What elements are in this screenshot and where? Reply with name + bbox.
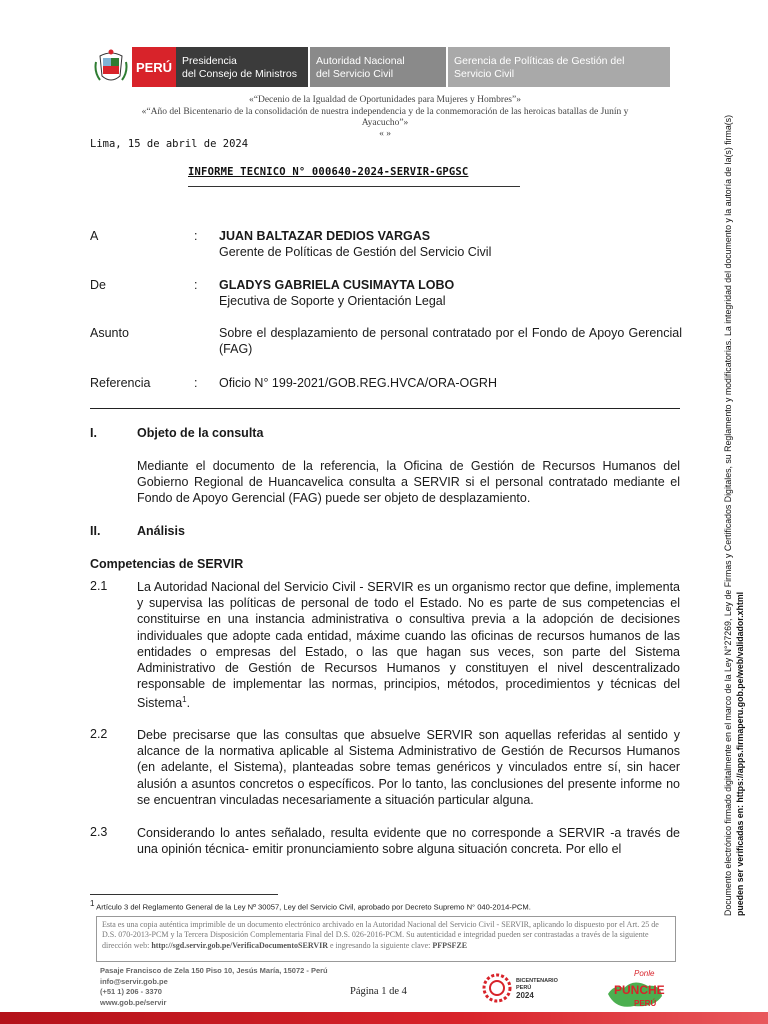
ponle-punche-logo (604, 964, 666, 1012)
section-1-body: Mediante el documento de la referencia, la Oficina de Gestión de Recursos Humanos del Gobierno Regional de Huancavelica consulta a SERVIR si el personal contratado mediante el Fondo de Apoyo Gerencial (FAG) puede ser objeto de desplazamiento. (137, 459, 680, 506)
year-motto-line: «“Año del Bicentenario de la consolidación de nuestra independencia y de la conmemoración de las heroicas batallas de Junín y (141, 107, 629, 117)
digital-signature-note: Documento electrónico firmado digitalmente en el marco de la Ley N°27269, Ley de Firmas y Certificados Digitales, su Reglamento y modificatorias. La integridad del documento y la autoría de la(s) firma(s) pueden ser verificadas en: https://apps.firmaperu.gob.pe/web/validador.xhtml (723, 115, 745, 916)
decenio-line: «“Decenio de la Igualdad de Oportunidades para Mujeres y Hombres”» (249, 95, 521, 105)
institution-servir: Autoridad Nacional del Servicio Civil (310, 47, 446, 87)
bicentenario-icon (482, 973, 512, 1003)
document-date: Lima, 15 de abril de 2024 (90, 138, 249, 150)
recipient-role: Gerente de Políticas de Gestión del Servicio Civil (219, 245, 492, 259)
section-title: Análisis (137, 524, 185, 538)
sender-name: GLADYS GABRIELA CUSIMAYTA LOBO (219, 278, 455, 292)
svg-text:Ponle: Ponle (634, 969, 655, 978)
verification-link[interactable]: http://sgd.servir.gob.pe/VerificaDocumentoSERVIR (151, 940, 328, 950)
footnote-ref: 1 (182, 695, 187, 705)
subsection-title: Competencias de SERVIR (90, 557, 244, 571)
svg-text:PERÚ: PERÚ (634, 999, 657, 1008)
sender-role: Ejecutiva de Soporte y Orientación Legal (219, 294, 446, 308)
field-colon: : (194, 376, 198, 390)
document-title: INFORME TECNICO N° 000640-2024-SERVIR-GPGSC (188, 166, 469, 178)
page-number: Página 1 de 4 (350, 986, 407, 997)
field-label: Asunto (90, 326, 129, 340)
paragraph-2-2: Debe precisarse que las consultas que absuelve SERVIR son aquellas referidas al sentido y alcance de la normativa aplicable al Sistema Administrativo de Gestión de Recursos Humanos (en adelante, el Sistema), planteadas sobre temas genéricos y vinculados entre sí, sin hacer alusión a asuntos concretos o específicos. Por lo tanto, las conclusiones del presente informe no se encuentran vinculadas necesariamente a situación particular alguna. (137, 728, 680, 807)
field-label: De (90, 278, 106, 292)
paragraph-number: 2.1 (90, 579, 108, 593)
title-rule (188, 186, 520, 187)
footnote: $^1$ Artículo 3 del Reglamento General de la Ley Nº 30057, Ley del Servicio Civil, aprobado por Decreto Supremo N° 040-2014-PCM. (90, 899, 531, 912)
validator-link[interactable]: https://apps.firmaperu.gob.pe/web/validador.xhtml (734, 591, 745, 803)
institution-header (92, 47, 670, 87)
field-colon: : (194, 278, 198, 292)
field-colon: : (194, 229, 198, 243)
year-motto-line-2: Ayacucho”» (361, 118, 409, 128)
section-number: II. (90, 524, 101, 538)
paragraph-2-3: Considerando lo antes señalado, resulta evidente que no corresponde a SERVIR -a través de una opinión técnica- emitir pronunciamiento sobre alguna situación concreta. Por ello el (137, 826, 680, 857)
empty-motto-line: « » (379, 129, 391, 139)
verification-key: PFPSFZE (432, 940, 468, 950)
authenticity-box: Esta es una copia auténtica imprimible de un documento electrónico archivado en la Autoridad Nacional del Servicio Civil - SERVIR, aplicando lo dispuesto por el Art. 25 de D.S. 070-2013-PCM y la Tercera Disposición Complementaria Final del D.S. 026-2016-PCM. Su autenticidad e integridad pueden ser contrastadas a través de la siguiente dirección web: http://sgd.servir.gob.pe/VerificaDocumentoSERVIR e ingresando la siguiente clave: PFPSFZE (96, 916, 676, 962)
section-number: I. (90, 426, 97, 440)
footnote-rule (90, 894, 278, 895)
reference-text: Oficio N° 199-2021/GOB.REG.HVCA/ORA-OGRH (219, 376, 497, 390)
paragraph-number: 2.2 (90, 727, 108, 741)
field-label: A (90, 229, 99, 243)
footer-red-bar (0, 1012, 768, 1024)
svg-text:PUNCHE: PUNCHE (614, 983, 665, 997)
bicentenario-logo: BICENTENARIO PERÚ 2024 (482, 970, 568, 1006)
contact-address: Pasaje Francisco de Zela 150 Piso 10, Jesús María, 15072 - Perú info@servir.gob.pe (+51 1) 206 - 3370 www.gob.pe/servir (100, 966, 328, 1007)
section-title: Objeto de la consulta (137, 426, 264, 440)
subject-text: Sobre el desplazamiento de personal contratado por el Fondo de Apoyo Gerencial (FAG) (219, 326, 682, 356)
coat-of-arms-icon (92, 47, 130, 87)
paragraph-2-1: La Autoridad Nacional del Servicio Civil - SERVIR es un organismo rector que define, implementa y supervisa las políticas de personal de todo el Estado. No es parte de sus competencias el constituirse en una instancia administrativa o consultiva previa a la adopción de decisiones individuales que adopte cada entidad, máxime cuando las oficinas de recursos humanos de las entidades o empresas del Estado, o las que hagan sus veces, son parte del Sistema Administrativo de Gestión de Recursos Humanos y constituyen el nivel descentralizado responsable de implementar las normas, principios, métodos, procedimientos y técnicas del Sistema$^1$. (137, 580, 680, 711)
country-badge: PERÚ (132, 47, 176, 87)
recipient-name: JUAN BALTAZAR DEDIOS VARGAS (219, 229, 431, 243)
institution-pcm: Presidencia del Consejo de Ministros (176, 47, 308, 87)
paragraph-number: 2.3 (90, 825, 108, 839)
header-divider (90, 408, 680, 409)
field-label: Referencia (90, 376, 151, 390)
institution-gerencia: Gerencia de Políticas de Gestión del Servicio Civil (448, 47, 670, 87)
